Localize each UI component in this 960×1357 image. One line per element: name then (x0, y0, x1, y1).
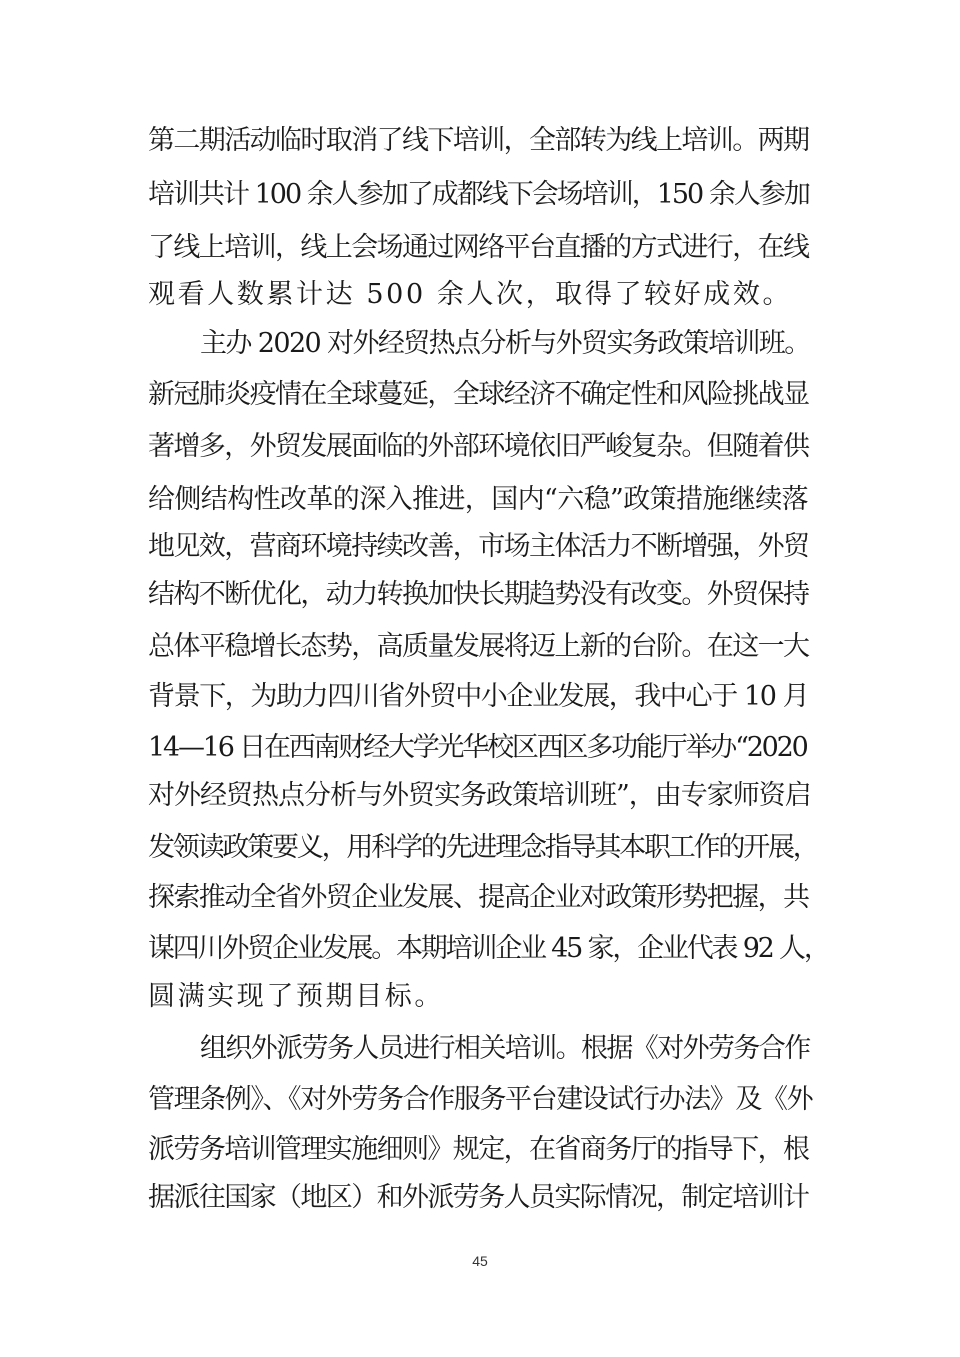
page-number: 45 (472, 1253, 488, 1269)
text-line-16: 探索推动全省外贸企业发展、提高企业对政策形势把握，共 (148, 882, 809, 913)
text-line-13: 14—16 日在西南财经大学光华校区西区多功能厅举办“2020 (148, 732, 807, 763)
text-line-20: 管理条例》、《对外劳务合作服务平台建设试行办法》及《外 (148, 1084, 813, 1115)
text-line-4: 观看人数累计达 500 余人次，取得了较好成效。 (148, 279, 793, 310)
text-line-2: 培训共计 100 余人参加了成都线下会场培训，150 余人参加 (148, 179, 809, 210)
text-line-18: 圆满实现了预期目标。 (148, 981, 444, 1012)
text-line-14: 对外经贸热点分析与外贸实务政策培训班”，由专家师资启 (148, 780, 811, 811)
text-line-22: 据派往国家（地区）和外派劳务人员实际情况，制定培训计 (148, 1182, 809, 1213)
paragraph-heading-training-class: 主办 2020 对外经贸热点分析与外贸实务政策培训班。 (200, 328, 810, 359)
text-line-15: 发领读政策要义，用科学的先进理念指导其本职工作的开展， (148, 832, 818, 863)
text-line-9: 地见效，营商环境持续改善，市场主体活力不断增强，外贸 (148, 531, 809, 562)
text-line-21: 派劳务培训管理实施细则》规定，在省商务厅的指导下，根 (148, 1134, 809, 1165)
text-line-8: 给侧结构性改革的深入推进，国内“六稳”政策措施继续落 (148, 484, 809, 515)
text-line-17: 谋四川外贸企业发展。本期培训企业 45 家，企业代表 92 人， (148, 933, 829, 964)
text-line-10: 结构不断优化，动力转换加快长期趋势没有改变。外贸保持 (148, 579, 809, 610)
text-line-7: 著增多，外贸发展面临的外部环境依旧严峻复杂。但随着供 (148, 431, 809, 462)
text-line-3: 了线上培训，线上会场通过网络平台直播的方式进行，在线 (148, 232, 809, 263)
text-line-6: 新冠肺炎疫情在全球蔓延，全球经济不确定性和风险挑战显 (148, 379, 809, 410)
text-line-12: 背景下，为助力四川省外贸中小企业发展，我中心于 10 月 (148, 681, 809, 712)
text-line-11: 总体平稳增长态势，高质量发展将迈上新的台阶。在这一大 (148, 631, 809, 662)
text-line-1: 第二期活动临时取消了线下培训，全部转为线上培训。两期 (148, 125, 809, 156)
paragraph-heading-labor-training: 组织外派劳务人员进行相关培训。根据《对外劳务合作 (200, 1033, 810, 1064)
